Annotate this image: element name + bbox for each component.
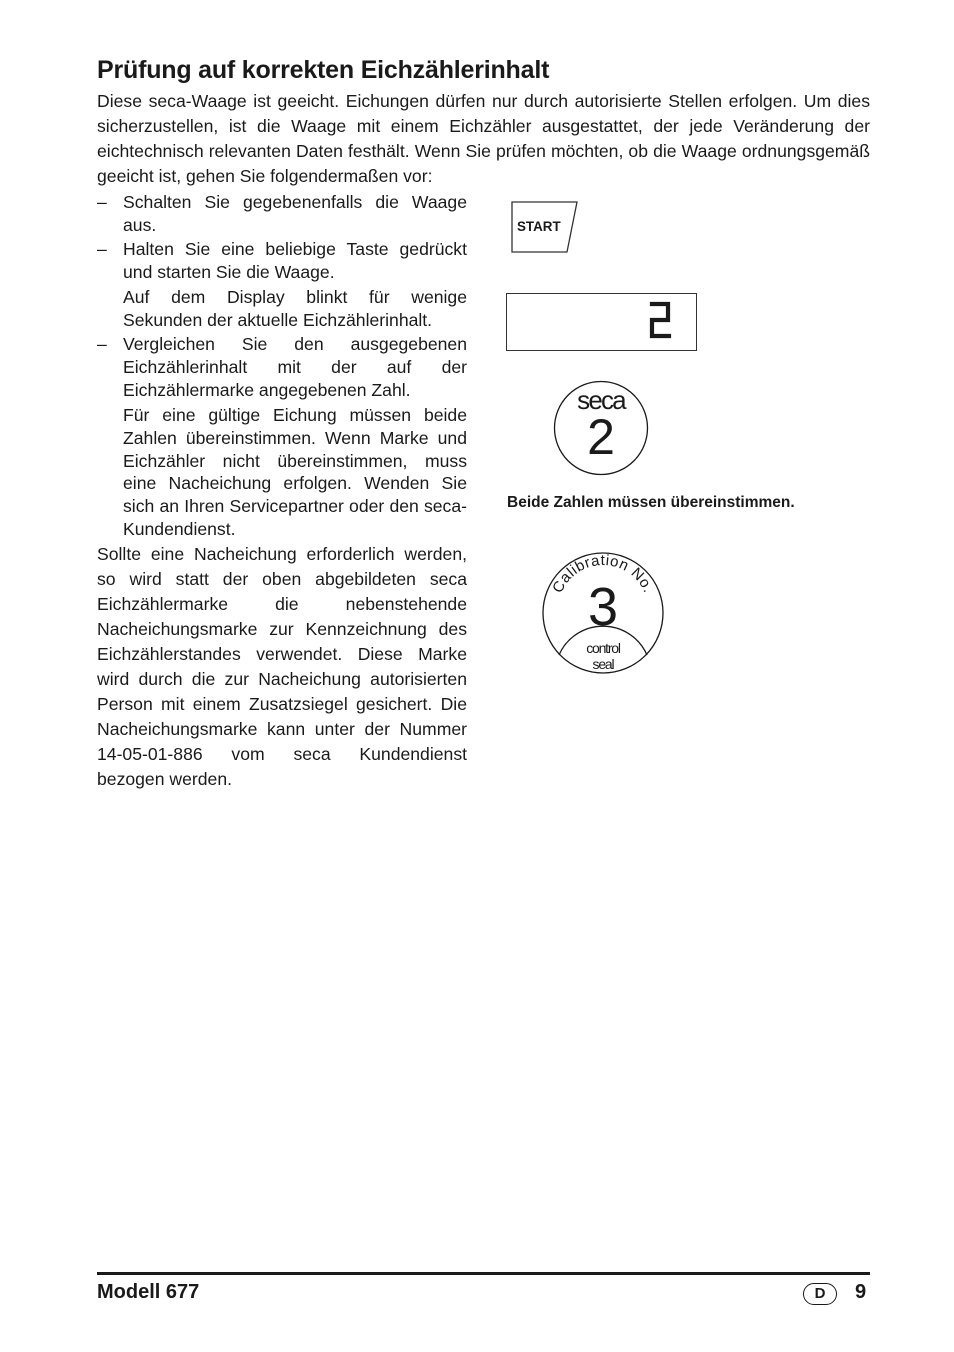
recalibration-number: 3: [587, 577, 619, 637]
language-badge: D: [803, 1283, 837, 1305]
instructions-column: [97, 191, 467, 792]
list-dash: –: [97, 239, 107, 260]
scale-display: [506, 293, 697, 351]
list-dash: –: [97, 192, 107, 212]
page-number: 9: [855, 1281, 867, 1303]
step-3: [97, 333, 467, 540]
control-seal-label: [541, 640, 665, 672]
start-key-illustration: [511, 201, 579, 253]
list-dash: –: [97, 334, 107, 355]
step-text: Schalten Sie gegebenenfalls die Waage aus.: [123, 192, 467, 235]
step-1: [97, 191, 467, 236]
seca-calibration-seal: [553, 380, 649, 476]
intro-paragraph: Diese seca-Waage ist geeicht. Eichungen dürfen nur durch autorisierte Stellen erfolgen. Um dies sicherzustellen, ist die Waage mit einem Eichzähler ausgestattet, der jede Veränderung der eichtechnisch relevanten Daten festhält. Wenn Sie prüfen möchten, ob die Waage ordnungsgemäß geeicht ist, gehen Sie folgendermaßen vor:: [97, 91, 870, 186]
control-seal-line-2: seal: [592, 656, 614, 672]
footer-model: Modell 677: [97, 1281, 200, 1303]
seal-brand: seca: [577, 385, 625, 415]
recalibration-seal: [541, 550, 665, 676]
step-text: Halten Sie eine beliebige Taste gedrückt und starten Sie die Waage.: [123, 239, 467, 282]
start-key-label: START: [517, 219, 561, 234]
footer-rule: [97, 1272, 870, 1275]
step-note: Für eine gültige Eichung müssen beide Zahlen übereinstimmen. Wenn Marke und Eichzähler nicht übereinstimmen, muss eine Nacheichung erfolgen. Wenden Sie sich an Ihren Servicepartner oder den seca-Kundendienst.: [123, 405, 467, 539]
closing-paragraph: Sollte eine Nacheichung erforderlich werden, so wird statt der oben abgebildeten seca Eichzählermarke die nebenstehende Nacheichungsmarke zur Kennzeichnung des Eichzählerstandes verwendet. Diese Marke wird durch die zur Nacheichung autorisierten Person mit einem Zusatzsiegel gesichert. Die Nacheichungsmarke kann unter der Nummer 14-05-01-886 vom seca Kundendienst bezogen werden.: [97, 544, 467, 790]
step-note: Auf dem Display blinkt für wenige Sekunden der aktuelle Eichzählerinhalt.: [123, 287, 467, 330]
seal-number: 2: [587, 409, 615, 465]
seal-arc-text: Calibration No.: [549, 551, 657, 596]
page-title: Prüfung auf korrekten Eichzählerinhalt: [97, 56, 550, 84]
control-seal-line-1: control: [586, 640, 620, 656]
step-text: Vergleichen Sie den ausgegebenen Eichzählerinhalt mit der auf der Eichzählermarke angegebenen Zahl.: [123, 334, 467, 400]
seven-segment-digit-icon: [507, 294, 698, 352]
figure-caption: Beide Zahlen müssen übereinstimmen.: [507, 494, 795, 511]
step-2: [97, 238, 467, 331]
